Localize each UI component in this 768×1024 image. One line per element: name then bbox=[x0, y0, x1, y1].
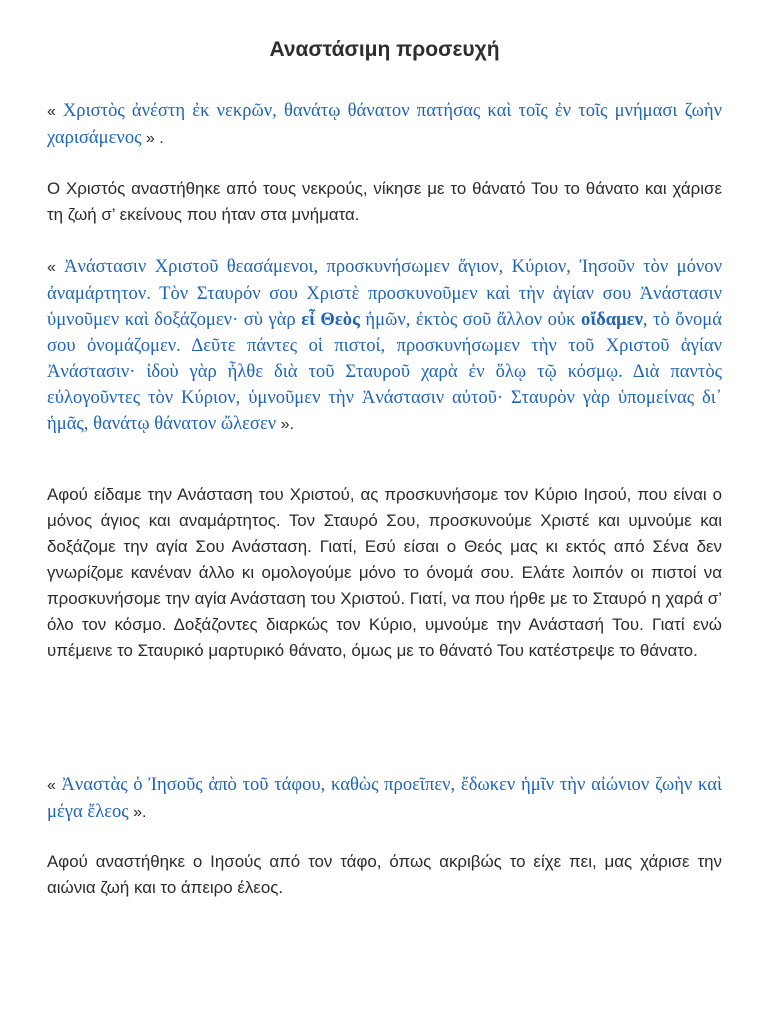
open-quote: « bbox=[47, 777, 62, 794]
verse-text: Χριστὸς ἀνέστη ἐκ νεκρῶν, θανάτῳ θάνατον πατήσας καὶ τοῖς ἐν τοῖς μνήμασι ζωὴν χαρισάμενος bbox=[47, 100, 722, 148]
modern-greek-translation-3: Αφού αναστήθηκε ο Ιησούς από τον τάφο, όπως ακριβώς το είχε πει, μας χάρισε την αιώνια ζωή και το άπειρο έλεος. bbox=[47, 852, 722, 897]
verse-text: Ἀναστὰς ὁ Ἰησοῦς ἀπὸ τοῦ τάφου, καθὼς προεῖπεν, ἔδωκεν ἡμῖν τὴν αἰώνιον ζωὴν καὶ μέγα ἔλεος bbox=[47, 774, 722, 822]
modern-greek-translation-2: Αφού είδαμε την Ανάσταση του Χριστού, ας προσκυνήσομε τον Κύριο Ιησού, που είναι ο μόνος άγιος και αναμάρτητος. Τον Σταυρό Σου, προσκυνούμε Χριστέ και υμνούμε και δοξάζομε την αγία Σου Ανάσταση. Γιατί, Εσύ είσαι ο Θεός μας κι εκτός από Σένα δεν γνωρίζομε κανέναν άλλο κι ομολογούμε μόνο το όνομά σου. Ελάτε λοιπόν οι πιστοί να προσκυνήσομε την αγία Ανάσταση του Χριστού. Γιατί, να που ήρθε με το Σταυρό η χαρά σ’ όλο τον κόσμο. Δοξάζοντες διαρκώς τον Κύριο, υμνούμε την Ανάστασή Του. Γιατί ενώ υπέμεινε το Σταυρικό μαρτυρικό θάνατο, όμως με το θάνατό Του κατέστρεψε το θάνατο. bbox=[47, 485, 722, 660]
ancient-greek-verse-3 bbox=[47, 772, 722, 826]
ancient-greek-verse-2 bbox=[47, 254, 722, 438]
open-quote: « bbox=[47, 103, 63, 120]
verse-text-part: ἡμῶν, ἐκτὸς σοῦ ἄλλον οὐκ bbox=[359, 309, 582, 330]
ancient-greek-verse-1 bbox=[47, 98, 722, 152]
close-quote: » . bbox=[141, 130, 164, 147]
bold-phrase: εἶ Θεὸς bbox=[301, 309, 360, 330]
open-quote: « bbox=[47, 259, 65, 276]
close-quote: ». bbox=[276, 416, 294, 433]
close-quote: ». bbox=[128, 804, 147, 821]
modern-greek-translation-1: Ο Χριστός αναστήθηκε από τους νεκρούς, νίκησε με το θάνατό Του το θάνατο και χάρισε τη ζωή σ’ εκείνους που ήταν στα μνήματα. bbox=[47, 179, 722, 224]
verse-text-part: Ἀνάστασιν Χριστοῦ θεασάμενοι, προσκυνήσωμεν ἅγιον, Κύριον, Ἰησοῦν τὸν μόνον ἀναμάρτητον. Τὸν Σταυρόν σου Χριστὲ προσκυνοῦμεν καὶ τὴν ἁγίαν σου Ἀνάστασιν ὑμνοῦμεν καὶ δοξάζομεν· σὺ γὰρ bbox=[47, 256, 723, 330]
verse-text-part: , τὸ ὄνομά σου ὀνομάζομεν. Δεῦτε πάντες οἱ πιστοί, προσκυνήσωμεν τὴν τοῦ Χριστοῦ ἁγίαν Ἀνάστασιν· ἰδοὺ γὰρ ἦλθε διὰ τοῦ Σταυροῦ χαρὰ ἐν ὅλῳ τῷ κόσμῳ. Διὰ παντὸς εὐλογοῦντες τὸν Κύριον, ὑμνοῦμεν τὴν Ἀνάστασιν αὐτοῦ· Σταυρὸν γὰρ ὑπομείνας δι᾽ ἡμᾶς, θανάτῳ θάνατον ὤλεσεν bbox=[47, 309, 723, 434]
bold-phrase: οἴδαμεν bbox=[581, 309, 643, 330]
page-title: Αναστάσιμη προσευχή bbox=[269, 38, 500, 61]
